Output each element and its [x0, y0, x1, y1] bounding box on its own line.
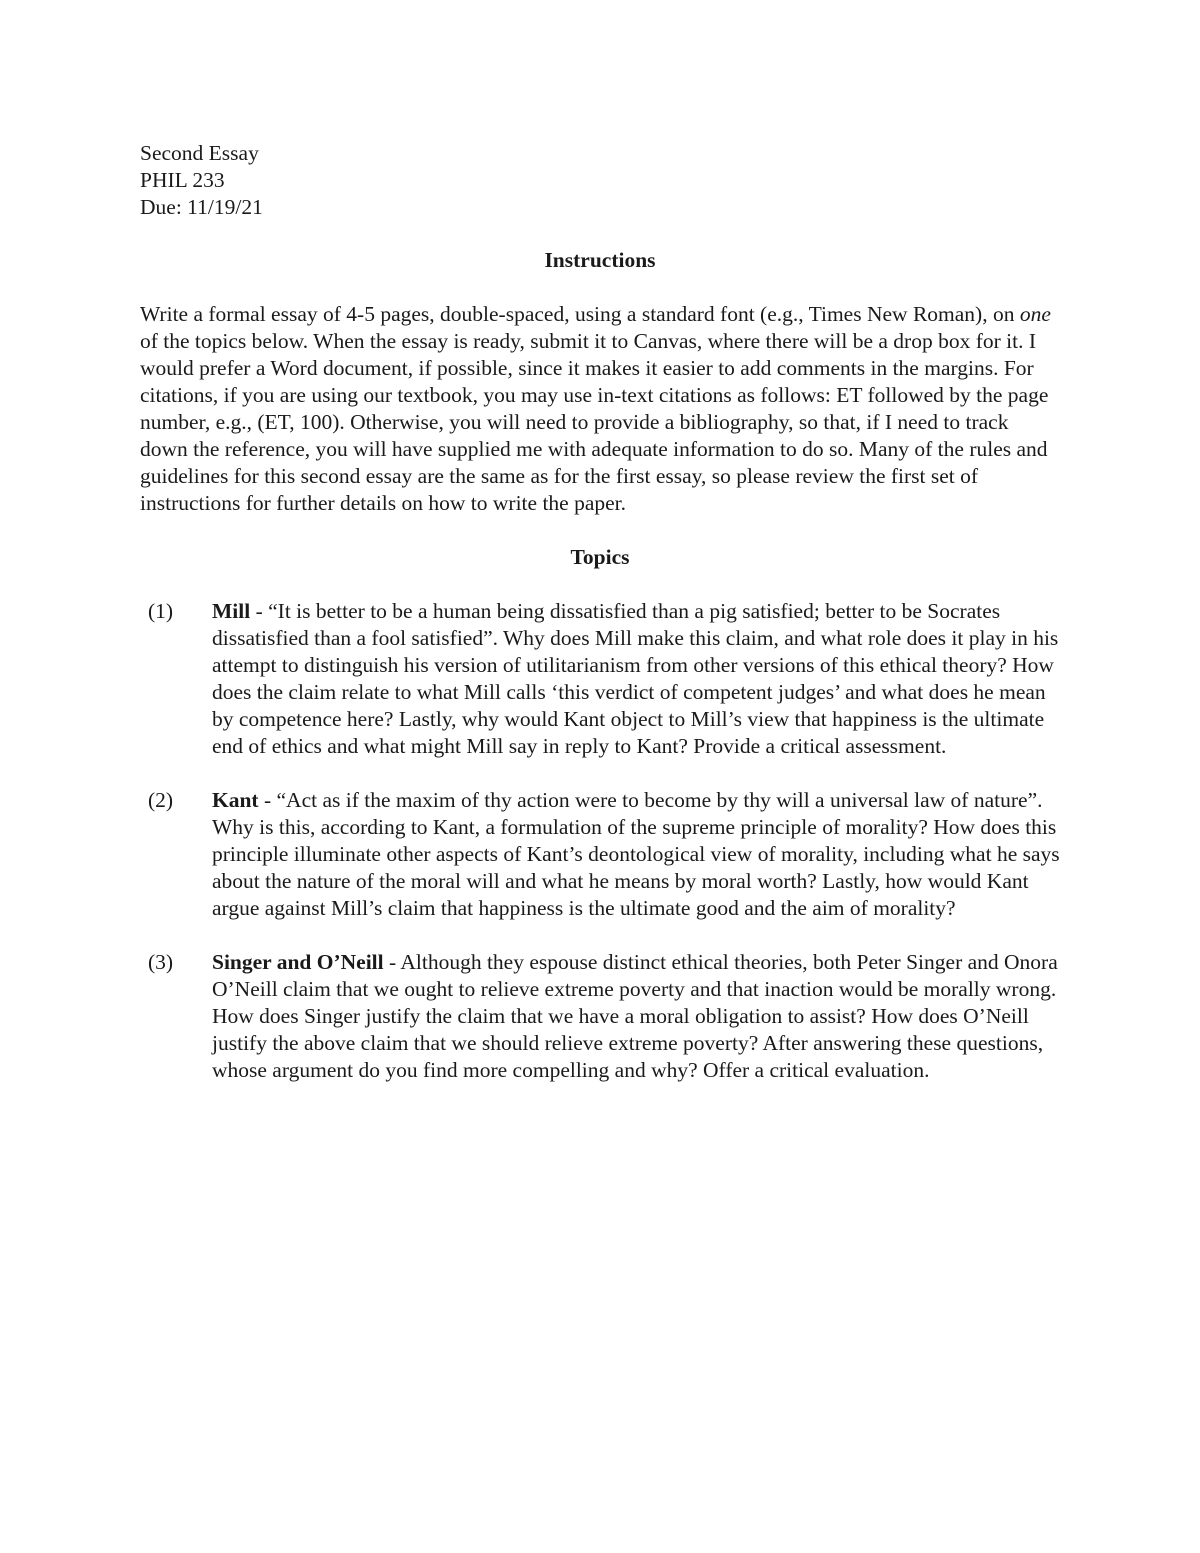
topic-item-kant — [140, 787, 1060, 922]
instructions-text-start: Write a formal essay of 4-5 pages, double-spaced, using a standard font (e.g., Times New Roman), on — [140, 302, 1020, 326]
topic-text: - “It is better to be a human being dissatisfied than a pig satisfied; better to be Socrates dissatisfied than a fool satisfied”. Why does Mill make this claim, and what role does it play in his attempt to distinguish his version of utilitarianism from other versions of this ethical theory? How does the claim relate to what Mill calls ‘this verdict of competent judges’ and what does he mean by competence here? Lastly, why would Kant object to Mill’s view that happiness is the ultimate end of ethics and what might Mill say in reply to Kant? Provide a critical assessment. — [212, 599, 1059, 758]
topics-list — [140, 598, 1060, 1084]
document-page — [140, 140, 1060, 1111]
course-code: PHIL 233 — [140, 168, 225, 192]
essay-title: Second Essay — [140, 141, 259, 165]
due-date: Due: 11/19/21 — [140, 195, 263, 219]
topic-text: - Although they espouse distinct ethical theories, both Peter Singer and Onora O’Neill claim that we ought to relieve extreme poverty and that inaction would be morally wrong. How does Singer justify the claim that we have a moral obligation to assist? How does O’Neill justify the above claim that we should relieve extreme poverty? After answering these questions, whose argument do you find more compelling and why? Offer a critical evaluation. — [212, 950, 1058, 1082]
topic-number: (1) — [148, 599, 174, 623]
instructions-text-end: of the topics below. When the essay is ready, submit it to Canvas, where there will be a drop box for it. I would prefer a Word document, if possible, since it makes it easier to add comments in the margins. For citations, if you are using our textbook, you may use in-text citations as follows: ET followed by the page number, e.g., (ET, 100). Otherwise, you will need to provide a bibliography, so that, if I need to track down the reference, you will have supplied me with adequate information to do so. Many of the rules and guidelines for this second essay are the same as for the first essay, so please review the first set of instructions for further details on how to write the paper. — [140, 329, 1049, 515]
instructions-heading: Instructions — [544, 248, 656, 272]
topic-name: Kant — [212, 788, 259, 812]
instructions-paragraph — [140, 301, 1060, 517]
document-header — [140, 140, 1060, 221]
topic-text: - “Act as if the maxim of thy action were to become by thy will a universal law of nature”. Why is this, according to Kant, a formulation of the supreme principle of morality? How does this principle illuminate other aspects of Kant’s deontological view of morality, including what he says about the nature of the moral will and what he means by moral worth? Lastly, how would Kant argue against Mill’s claim that happiness is the ultimate good and the aim of morality? — [212, 788, 1060, 920]
topic-item-mill — [140, 598, 1060, 760]
topic-number: (3) — [148, 950, 174, 974]
topic-number: (2) — [148, 788, 174, 812]
topic-name: Mill — [212, 599, 251, 623]
instructions-emphasis: one — [1019, 302, 1051, 326]
topics-heading: Topics — [570, 545, 630, 569]
topic-name: Singer and O’Neill — [212, 950, 384, 974]
topic-item-singer-oneill — [140, 949, 1060, 1084]
